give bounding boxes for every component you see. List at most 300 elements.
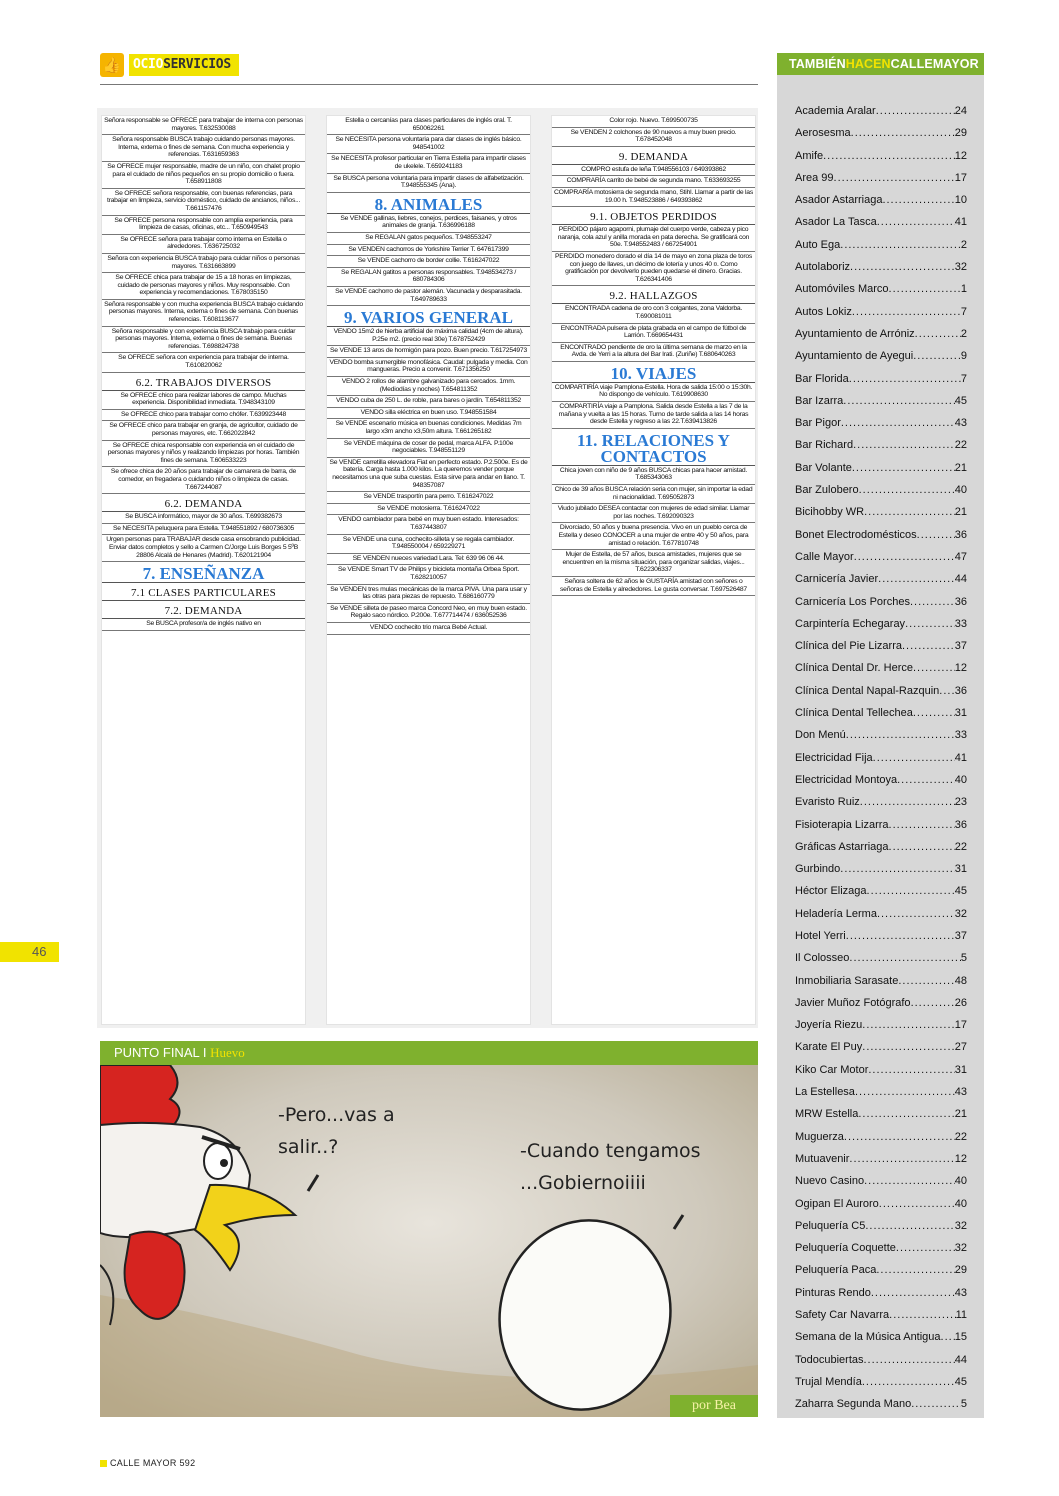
- dot-leader: [879, 1193, 955, 1215]
- punto-final-label: PUNTO FINAL I: [114, 1045, 207, 1060]
- subsection-heading: 9.2. HALLAZGOS: [552, 286, 755, 304]
- classified-ad: Se BUSCA profesor/a de inglés nativo en: [102, 619, 305, 631]
- advertiser-name: Trujal Mendía: [795, 1375, 862, 1388]
- advertiser-page: 9: [960, 350, 967, 363]
- advertiser-entry[interactable]: [795, 1059, 967, 1081]
- dot-leader: [864, 1349, 955, 1371]
- advertiser-name: Electricidad Fija: [795, 751, 873, 764]
- advertiser-page: 32: [954, 1219, 967, 1232]
- advertiser-name: Carpintería Echegaray: [795, 617, 906, 630]
- advertiser-page: 45: [954, 885, 967, 898]
- classified-ad: Se OFRECE señora con experiencia para trabajar de interna. T.610820062: [102, 353, 305, 372]
- advertiser-entry[interactable]: [795, 1326, 967, 1348]
- advertiser-entry[interactable]: [795, 345, 967, 367]
- sidebar-title-c: CALLEMAYOR: [890, 57, 979, 71]
- advertiser-entry[interactable]: [795, 992, 967, 1014]
- speech-egg-line-1: -Cuando tengamos: [520, 1140, 701, 1162]
- classified-ad: Se VENDE silleta de paseo marca Concord Neo, en muy buen estado. Regalo saco nórdico. P.200e. T.677714474 / 636052536: [327, 604, 530, 623]
- advertiser-name: Safety Car Navarra: [795, 1309, 890, 1322]
- advertiser-entry[interactable]: [795, 100, 967, 122]
- dot-leader: [910, 591, 955, 613]
- advertiser-name: Gráficas Astarriaga: [795, 840, 889, 853]
- classified-ad: Señora responsable y con experiencia BUSCA trabajo para cuidar personas mayores. Interna, externa o fines de semana. Buenas referencias. T.698824738: [102, 327, 305, 354]
- classified-ad: Se NECESITA peluquera para Estella. T.948551892 / 680736305: [102, 524, 305, 536]
- dot-leader: [913, 702, 955, 724]
- advertiser-name: Clínica del Pie Lizarra: [795, 640, 902, 653]
- classified-ad: Chico de 39 años BUSCA relación seria con mujer, sin importar la edad ni nacionalidad. T.695052873: [552, 485, 755, 504]
- classified-ad: COMPARTIRÍA viaje a Pamplona. Salida desde Estella a las 7 de la mañana y vuelta a las 15 horas. Turno de tarde salida a las 14 horas desde Estella y regreso a las 22.T.639413826: [552, 402, 755, 429]
- classified-ad: Se VENDEN 2 colchones de 90 nuevos a muy buen precio. T.678452048: [552, 128, 755, 147]
- classified-ad: Se VENDE máquina de coser de pedal, marca ALFA. P.100e negociables. T.948551129: [327, 439, 530, 458]
- advertiser-entry[interactable]: [795, 1103, 967, 1125]
- dot-leader: [917, 524, 955, 546]
- dot-leader: [913, 657, 955, 679]
- advertiser-entry[interactable]: [795, 680, 967, 702]
- dot-leader: [939, 680, 954, 702]
- dot-leader: [876, 1259, 954, 1281]
- cartoon-image: [100, 1065, 758, 1417]
- advertiser-page: 12: [954, 1152, 967, 1165]
- advertiser-name: Carnicería Javier: [795, 573, 879, 586]
- advertiser-entry[interactable]: [795, 1170, 967, 1192]
- classified-ad: Se VENDE gallinas, liebres, conejos, perdices, faisanes, y otros animales de granja. T.636996188: [327, 214, 530, 233]
- advertiser-name: Ayuntamiento de Ayegui: [795, 350, 914, 363]
- footer-text: CALLE MAYOR 592: [110, 1458, 196, 1468]
- classified-ad: Se REGALAN gatitos a personas responsables. T.948534273 / 680784306: [327, 268, 530, 287]
- speech-rooster-line-2: salir..?: [278, 1136, 339, 1158]
- advertiser-page: 33: [954, 729, 967, 742]
- advertiser-entry[interactable]: [795, 1081, 967, 1103]
- advertiser-name: Pinturas Rendo: [795, 1286, 871, 1299]
- dot-leader: [846, 724, 955, 746]
- advertiser-entry[interactable]: [795, 524, 967, 546]
- classified-ad: VENDO 2 rollos de alambre galvanizado para cercados. 1mm. (Mediodías y noches) T.654811352: [327, 377, 530, 396]
- advertiser-name: MRW Estella: [795, 1108, 859, 1121]
- advertiser-name: Peluquería Coquette: [795, 1242, 896, 1255]
- advertiser-page: 41: [954, 751, 967, 764]
- advertiser-name: Karate El Puy: [795, 1041, 863, 1054]
- advertiser-page: 2: [960, 238, 967, 251]
- advertiser-page: 37: [954, 929, 967, 942]
- dot-leader: [855, 1081, 955, 1103]
- advertiser-page: 12: [954, 662, 967, 675]
- classified-ad: Se BUSCA persona voluntaria para impartir clases de alfabetización. T.948555345 (Ana).: [327, 174, 530, 193]
- classified-ad: Se VENDE escenario música en buenas condiciones. Medidas 7m largo x3m ancho x3,50m altura. T.661265182: [327, 419, 530, 438]
- advertiser-page: 43: [954, 1086, 967, 1099]
- advertiser-name: Electricidad Montoya: [795, 773, 898, 786]
- advertiser-entry[interactable]: [795, 167, 967, 189]
- classified-ad: Se VENDEN cachorros de Yorkshire Terrier T. 647617399: [327, 245, 530, 257]
- advertiser-entry[interactable]: [795, 412, 967, 434]
- advertiser-entry[interactable]: [795, 858, 967, 880]
- dot-leader: [889, 278, 961, 300]
- dot-leader: [889, 836, 955, 858]
- advertiser-entry[interactable]: [795, 903, 967, 925]
- dot-leader: [844, 1126, 955, 1148]
- speech-egg-line-2: ...Gobiernoiiii: [520, 1172, 646, 1194]
- dot-leader: [889, 1304, 955, 1326]
- classified-ad: VENDO cuba de 250 L. de roble, para bares o jardín. T.654811352: [327, 396, 530, 408]
- classified-ad: COMPRO estufa de leña T.948556103 / 649393862: [552, 165, 755, 177]
- advertiser-entry[interactable]: [795, 1371, 967, 1393]
- subsection-heading: 7.2. DEMANDA: [102, 601, 305, 619]
- advertiser-name: Bicihobby WR: [795, 506, 865, 519]
- classified-ad: Viudo jubilado DESEA contactar con mujeres de edad similar. Llamar por las noches. T.692090323: [552, 504, 755, 523]
- advertiser-page: 11: [955, 1309, 967, 1322]
- advertiser-name: Hotel Yerri: [795, 929, 846, 942]
- advertiser-name: Ayuntamiento de Arróniz: [795, 327, 915, 340]
- advertiser-entry[interactable]: [795, 769, 967, 791]
- advertiser-entry[interactable]: [795, 591, 967, 613]
- advertiser-page: 43: [954, 1286, 967, 1299]
- dot-leader: [862, 1036, 954, 1058]
- advertiser-entry[interactable]: [795, 1148, 967, 1170]
- dot-leader: [897, 769, 955, 791]
- speech-bubble-egg: [520, 1135, 701, 1199]
- advertiser-entry[interactable]: [795, 1393, 967, 1415]
- footer-square-icon: [100, 1460, 107, 1467]
- classifieds-column-1: [102, 116, 305, 1024]
- advertiser-entry[interactable]: [795, 368, 967, 390]
- dot-leader: [941, 1326, 955, 1348]
- cartoon-drawing: [100, 1065, 758, 1417]
- advertiser-name: Clínica Dental Tellechea: [795, 707, 913, 720]
- advertiser-page: 22: [954, 840, 967, 853]
- dot-leader: [846, 925, 955, 947]
- dot-leader: [851, 122, 955, 144]
- classified-ad: COMPARTIRÍA viaje Pamplona-Estella. Hora de salida 15:00 o 15:30h. No dispongo de vehículo. T.619908630: [552, 383, 755, 402]
- advertiser-page: 1: [960, 283, 967, 296]
- advertiser-name: Zaharra Segunda Mano: [795, 1398, 912, 1411]
- advertiser-page: 41: [954, 216, 967, 229]
- advertiser-name: Il Colosseo: [795, 952, 850, 965]
- advertiser-page: 17: [954, 171, 967, 184]
- advertiser-entry[interactable]: [795, 1014, 967, 1036]
- advertiser-page: 5: [960, 1398, 967, 1411]
- advertiser-page: 22: [954, 439, 967, 452]
- advertiser-page: 29: [954, 1264, 967, 1277]
- advertiser-name: Mutuavenir: [795, 1152, 850, 1165]
- advertiser-page: 36: [954, 595, 967, 608]
- classified-ad: Se VENDE una cuna, cochecito-silleta y se regala cambiador. T.948550004 / 659229271: [327, 535, 530, 554]
- classified-ad: Se REGALAN gatos pequeños. T.948553247: [327, 233, 530, 245]
- advertiser-name: Don Menú: [795, 729, 846, 742]
- classified-ad: Se OFRECE chica para trabajar de 15 a 18 horas en limpiezas, cuidado de personas mayores y niños. Muy responsable. Con experiencia y recomendaciones. T.678035150: [102, 273, 305, 300]
- dot-leader: [864, 501, 955, 523]
- advertiser-page: 31: [954, 863, 967, 876]
- section-header: [100, 53, 239, 77]
- page-number: 46: [0, 942, 59, 962]
- advertiser-page: 5: [960, 952, 967, 965]
- section-label-servicios: SERVICIOS: [163, 57, 231, 72]
- advertiser-name: Auto Ega: [795, 238, 841, 251]
- thumbs-up-icon: 👍: [100, 53, 124, 77]
- advertiser-page: 24: [954, 105, 967, 117]
- subsection-heading: 7.1 CLASES PARTICULARES: [102, 583, 305, 601]
- punto-final-bar: [100, 1041, 758, 1065]
- classified-ad: Se VENDE Smart TV de Philips y bicicleta montaña Orbea Sport. T.628210057: [327, 565, 530, 584]
- advertiser-entry[interactable]: [795, 189, 967, 211]
- advertiser-entry[interactable]: [795, 546, 967, 568]
- advertiser-entry[interactable]: [795, 836, 967, 858]
- advertiser-page: 7: [960, 305, 967, 318]
- advertiser-name: Calle Mayor: [795, 550, 854, 563]
- advertiser-entry[interactable]: [795, 635, 967, 657]
- advertiser-page: 22: [954, 1130, 967, 1143]
- footer: [100, 1458, 195, 1468]
- advertiser-name: Amife: [795, 149, 824, 162]
- advertiser-page: 33: [954, 617, 967, 630]
- advertiser-page: 32: [954, 907, 967, 920]
- advertiser-name: Kiko Car Motor: [795, 1063, 869, 1076]
- dot-leader: [913, 345, 961, 367]
- dot-leader: [911, 1393, 961, 1415]
- classified-ad: Se VENDE 13 aros de hormigón para pozo. Buen precio. T.617254973: [327, 346, 530, 358]
- advertiser-page: 31: [954, 1063, 967, 1076]
- advertiser-entry[interactable]: [795, 791, 967, 813]
- advertiser-name: Inmobiliaria Sarasate: [795, 974, 899, 987]
- advertiser-page: 12: [954, 149, 967, 162]
- dot-leader: [905, 613, 955, 635]
- dot-leader: [862, 1371, 955, 1393]
- advertiser-page: 21: [954, 506, 967, 519]
- dot-leader: [864, 1170, 955, 1192]
- advertiser-page: 23: [954, 796, 967, 809]
- advertiser-entry[interactable]: [795, 145, 967, 167]
- advertiser-entry[interactable]: [795, 501, 967, 523]
- advertiser-name: La Estellesa: [795, 1086, 855, 1099]
- classified-ad: Se VENDE trasportín para perro. T.616247022: [327, 492, 530, 504]
- category-heading: 7. ENSEÑANZA: [102, 562, 305, 583]
- dot-leader: [882, 189, 954, 211]
- classified-ad: ENCONTRADA pulsera de plata grabada en el campo de fútbol de Larrión. T.669654431: [552, 324, 755, 343]
- advertiser-page: 7: [960, 372, 967, 385]
- advertiser-page: 15: [954, 1331, 967, 1344]
- classified-ad: Se ofrece chica de 20 años para trabajar de camarera de barra, de comedor, en fregadera o cuidando niños o limpieza de casas. T.667244087: [102, 467, 305, 494]
- advertiser-name: Muguerza: [795, 1130, 844, 1143]
- advertiser-entry[interactable]: [795, 702, 967, 724]
- classified-ad: Mujer de Estella, de 57 años, busca amistades, mujeres que se encuentren en la misma situación, para organizar salidas, viajes... T.622306337: [552, 550, 755, 577]
- classified-ad: Divorciado, 50 años y buena presencia. Vivo en un pueblo cerca de Estella y deseo CONOCER a una mujer de entre 40 y 50 años, para amistad o relación. T.677810748: [552, 523, 755, 550]
- dot-leader: [859, 479, 955, 501]
- advertiser-page: 17: [954, 1019, 967, 1032]
- advertiser-entry[interactable]: [795, 434, 967, 456]
- advertiser-page: 44: [954, 573, 967, 586]
- dot-leader: [834, 167, 955, 189]
- classified-ad: PERDIDO monedero dorado el día 14 de mayo en zona plaza de toros con juego de llaves, un décimo de lotería y unos 40 ¤. Como gratificación por devolverlo pueden quedarse el dinero. Gracias. T.626341406: [552, 252, 755, 286]
- advertiser-entry[interactable]: [795, 1036, 967, 1058]
- advertiser-entry[interactable]: [795, 657, 967, 679]
- advertiser-entry[interactable]: [795, 278, 967, 300]
- classified-ad: Se OFRECE mujer responsable, madre de un niño, con chalet propio para el cuidado de niños pequeños en su propio domicilio o fuera. T.658911808: [102, 162, 305, 189]
- classified-ad: Se OFRECE señora para trabajar como interna en Estella o alrededores. T.636725032: [102, 235, 305, 254]
- dot-leader: [849, 368, 961, 390]
- advertiser-entry[interactable]: [795, 747, 967, 769]
- advertiser-entry[interactable]: [795, 479, 967, 501]
- classified-ad: Se OFRECE persona responsable con amplia experiencia, para limpieza de casas, oficinas, etc... T.650949543: [102, 216, 305, 235]
- advertiser-entry[interactable]: [795, 880, 967, 902]
- advertiser-page: 40: [954, 1175, 967, 1188]
- advertiser-name: Semana de la Música Antigua: [795, 1331, 941, 1344]
- dot-leader: [871, 1282, 955, 1304]
- advertiser-page: 26: [954, 996, 967, 1009]
- advertiser-page: 44: [954, 1353, 967, 1366]
- advertiser-entry[interactable]: [795, 925, 967, 947]
- advertisers-list: [795, 100, 967, 1416]
- classified-ad: ENCONTRADA cadena de oro con 3 colgantes, zona Valdorba. T.690081011: [552, 304, 755, 323]
- category-heading: 10. VIAJES: [552, 362, 755, 383]
- advertiser-entry[interactable]: [795, 947, 967, 969]
- advertiser-name: Gurbindo: [795, 863, 841, 876]
- advertiser-entry[interactable]: [795, 1193, 967, 1215]
- advertiser-entry[interactable]: [795, 122, 967, 144]
- advertiser-name: Bar Pigor: [795, 417, 841, 430]
- dot-leader: [876, 100, 955, 122]
- dot-leader: [873, 747, 955, 769]
- classified-ad: Se NECESITA persona voluntaria para dar clases de inglés básico. 948541002: [327, 135, 530, 154]
- dot-leader: [877, 211, 955, 233]
- classified-ad: Señora soltera de 62 años le GUSTARÍA amistad con señores o señoras de Estella y alrededores. Le gusta conversar. T.697526487: [552, 577, 755, 596]
- classified-ad: Señora responsable y con mucha experiencia BUSCA trabajo cuidando personas mayores. Interna, externa o fines de semana. Con buenas referencias. T.608113677: [102, 300, 305, 327]
- advertiser-entry[interactable]: [795, 814, 967, 836]
- dot-leader: [823, 145, 955, 167]
- subsection-heading: 6.2. DEMANDA: [102, 494, 305, 512]
- advertiser-page: 31: [954, 707, 967, 720]
- advertiser-name: Area 99: [795, 171, 834, 184]
- dot-leader: [911, 992, 955, 1014]
- classified-ad: Color rojo. Nuevo. T.699500735: [552, 116, 755, 128]
- advertiser-entry[interactable]: [795, 323, 967, 345]
- classified-ad: Se OFRECE chica responsable con experiencia en el cuidado de personas mayores y niños y realizando limpiezas por horas. También fines de semana. T.606533223: [102, 441, 305, 468]
- section-label-ocio: OCIO: [133, 57, 164, 72]
- advertiser-entry[interactable]: [795, 613, 967, 635]
- classified-ad: Chica joven con niño de 9 años BUSCA chicas para hacer amistad. T.685343063: [552, 466, 755, 485]
- speech-rooster-line-1: -Pero...vas a: [278, 1104, 395, 1126]
- advertiser-entry[interactable]: [795, 1259, 967, 1281]
- advertiser-entry[interactable]: [795, 211, 967, 233]
- advertiser-name: Joyería Riezu: [795, 1019, 863, 1032]
- classified-ad: Se BUSCA informático, mayor de 30 años. T.699382673: [102, 512, 305, 524]
- advertiser-page: 48: [954, 974, 967, 987]
- advertiser-name: Autos Lokiz: [795, 305, 852, 318]
- dot-leader: [862, 1014, 954, 1036]
- classifieds-column-3: [552, 116, 755, 1024]
- advertiser-page: 45: [954, 394, 967, 407]
- cartoon-byline: por Bea: [670, 1395, 758, 1417]
- advertiser-name: Bonet Electrodomésticos: [795, 528, 917, 541]
- advertiser-entry[interactable]: [795, 1349, 967, 1371]
- dot-leader: [850, 256, 955, 278]
- subsection-heading: 9.1. OBJETOS PERDIDOS: [552, 207, 755, 225]
- advertiser-entry[interactable]: [795, 301, 967, 323]
- dot-leader: [878, 568, 955, 590]
- advertisers-sidebar: [777, 53, 984, 1418]
- advertiser-entry[interactable]: [795, 1304, 967, 1326]
- advertiser-name: Peluquería Paca: [795, 1264, 877, 1277]
- dot-leader: [860, 791, 955, 813]
- advertiser-entry[interactable]: [795, 724, 967, 746]
- classified-ad: Se VENDE carretilla elevadora Fiat en perfecto estado. P.2.500e. Es de batería. Carga hasta 1.000 kilos. La queremos vender porque necesitamos una que suba cuestas. Esta sirve para andar en llano. T. 948357087: [327, 458, 530, 492]
- advertiser-page: 47: [954, 550, 967, 563]
- section-label: [129, 54, 239, 76]
- advertiser-entry[interactable]: [795, 970, 967, 992]
- dot-leader: [915, 323, 961, 345]
- advertiser-name: Héctor Elizaga: [795, 885, 867, 898]
- header-rule: [100, 84, 758, 85]
- classified-ad: Señora responsable BUSCA trabajo cuidando personas mayores. Interna, externa o fines de semana. Con mucha experiencia y referencias. T.631659363: [102, 135, 305, 162]
- sidebar-title-a: TAMBIÉN: [789, 57, 846, 71]
- classified-ad: Se NECESITA profesor particular en Tierra Estella para impartir clases de ukelele. T.659241183: [327, 154, 530, 173]
- punto-final-title: Huevo: [210, 1045, 245, 1060]
- advertiser-name: Clínica Dental Napal-Razquin: [795, 684, 940, 697]
- advertiser-entry[interactable]: [795, 1215, 967, 1237]
- advertiser-name: Evaristo Ruiz: [795, 796, 860, 809]
- dot-leader: [840, 234, 961, 256]
- subsection-heading: 9. DEMANDA: [552, 147, 755, 165]
- classified-ad: PERDIDO pájaro agaporni, plumaje del cuerpo verde, cabeza y pico naranja, cola azul y anilla morada en pata derecha. Se gratificará con 50e. T.948552483 / 667254901: [552, 225, 755, 252]
- advertiser-name: Aerosesma: [795, 127, 851, 140]
- advertiser-name: Peluquería C5: [795, 1219, 866, 1232]
- advertiser-name: Todocubiertas: [795, 1353, 864, 1366]
- advertiser-entry[interactable]: [795, 256, 967, 278]
- classified-ad: Señora con experiencia BUSCA trabajo para cuidar niños o personas mayores. T.631663899: [102, 254, 305, 273]
- advertiser-name: Bar Volante: [795, 461, 852, 474]
- advertiser-entry[interactable]: [795, 457, 967, 479]
- advertiser-entry[interactable]: [795, 1237, 967, 1259]
- dot-leader: [865, 1215, 954, 1237]
- advertiser-page: 40: [954, 1197, 967, 1210]
- advertiser-page: 40: [954, 773, 967, 786]
- advertiser-name: Asador La Tasca: [795, 216, 877, 229]
- sidebar-title: [777, 53, 984, 75]
- advertiser-name: Bar Florida: [795, 372, 849, 385]
- dot-leader: [898, 970, 954, 992]
- classified-ad: VENDO cambiador para bebé en muy buen estado. Interesados: T.637443807: [327, 515, 530, 534]
- advertiser-name: Nuevo Casino: [795, 1175, 865, 1188]
- advertiser-page: 32: [954, 1242, 967, 1255]
- classified-ad: SE VENDEN nueces variedad Lara. Tel: 639 96 06 44.: [327, 554, 530, 566]
- advertiser-page: 21: [954, 461, 967, 474]
- advertiser-entry[interactable]: [795, 1126, 967, 1148]
- dot-leader: [877, 903, 955, 925]
- speech-bubble-rooster: [278, 1099, 395, 1163]
- advertiser-page: 43: [954, 417, 967, 430]
- classified-ad: VENDO 15m2 de hierba artificial de máxima calidad (4cm de altura). P.25e m2. (precio real 30e) T.678752429: [327, 327, 530, 346]
- dot-leader: [902, 635, 955, 657]
- advertiser-entry[interactable]: [795, 234, 967, 256]
- dot-leader: [853, 434, 955, 456]
- advertiser-entry[interactable]: [795, 568, 967, 590]
- advertiser-page: 29: [954, 127, 967, 140]
- advertiser-entry[interactable]: [795, 1282, 967, 1304]
- classified-ad: VENDO silla eléctrica en buen uso. T.948551584: [327, 408, 530, 420]
- classifieds-column-2: [327, 116, 530, 1024]
- dot-leader: [849, 1148, 954, 1170]
- advertiser-page: 40: [954, 484, 967, 497]
- advertiser-page: 36: [954, 528, 967, 541]
- classified-ad: Se OFRECE señora responsable, con buenas referencias, para trabajar en limpieza, servicio doméstico, cuidado de ancianos, niños... T.661157476: [102, 189, 305, 216]
- dot-leader: [841, 412, 955, 434]
- advertiser-page: 45: [954, 1375, 967, 1388]
- advertiser-name: Javier Muñoz Fotógrafo: [795, 996, 911, 1009]
- advertiser-name: Bar Richard: [795, 439, 854, 452]
- classified-ad: Se VENDE cachorro de border collie. T.616247022: [327, 256, 530, 268]
- dot-leader: [896, 1237, 955, 1259]
- category-heading: 8. ANIMALES: [327, 193, 530, 214]
- dot-leader: [854, 546, 955, 568]
- advertiser-entry[interactable]: [795, 390, 967, 412]
- dot-leader: [889, 814, 955, 836]
